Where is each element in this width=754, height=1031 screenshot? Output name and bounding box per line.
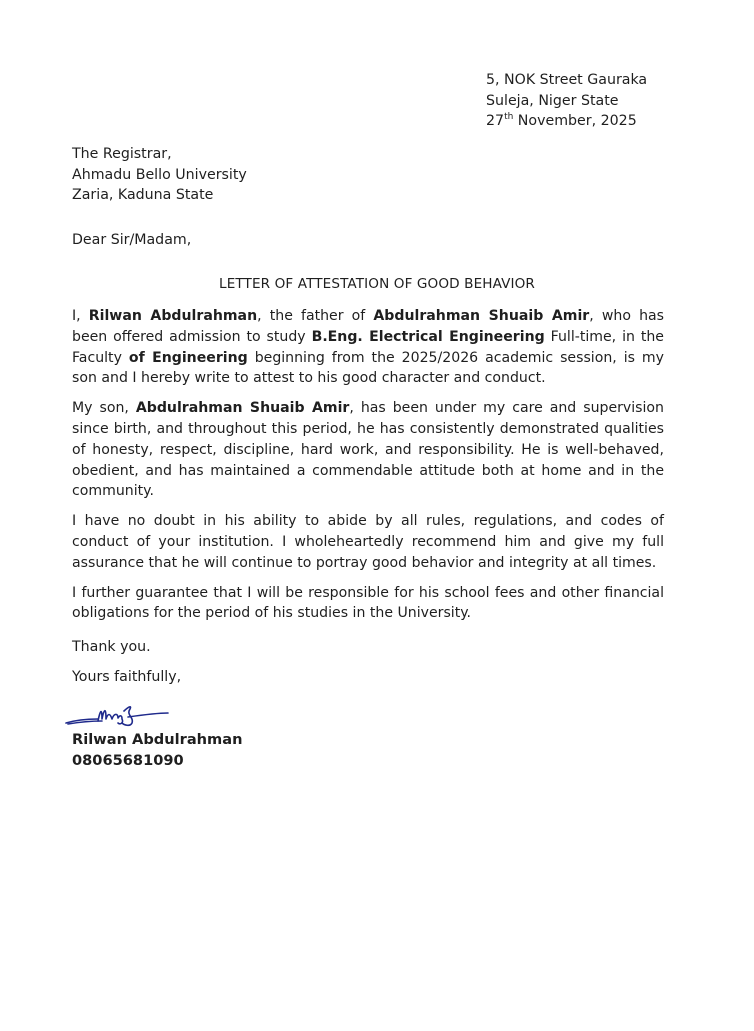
text-run: I, — [72, 308, 89, 324]
bold-text: B.Eng. Electrical Engineering — [311, 328, 545, 345]
text-run: My son, — [72, 400, 136, 417]
recipient-line2: Ahmadu Bello University — [72, 166, 247, 183]
letter-body — [72, 306, 664, 633]
recipient-line1: The Registrar, — [72, 146, 172, 162]
signature-icon — [62, 697, 172, 729]
bold-text: Abdulrahman Shuaib Amir — [373, 308, 590, 324]
text-run: , the father of — [257, 308, 374, 324]
recipient-address — [72, 144, 247, 206]
sender-address-line2: Suleja, Niger State — [486, 92, 619, 109]
letter-date — [486, 111, 647, 132]
text-run: , has been under my care and supervision since birth, and throughout this period, he has consistently demonstrated qualities of honesty, respect, discipline, hard work, and responsibility. He is well-behaved, obedient, and has maintained a commendable attitude both at home and in the community. — [72, 400, 664, 500]
body-paragraph-3 — [72, 511, 664, 573]
date-suffix: th — [504, 112, 514, 122]
signer-block — [72, 729, 243, 771]
recipient-line3: Zaria, Kaduna State — [72, 187, 214, 203]
thanks-line: Thank you. — [72, 639, 151, 655]
salutation: Dear Sir/Madam, — [72, 232, 192, 248]
text-run: Full-time, in the Faculty — [72, 328, 664, 366]
signer-phone: 08065681090 — [72, 752, 184, 769]
bold-text: of Engineering — [128, 349, 248, 366]
closing — [72, 637, 181, 697]
text-run: I have no doubt in his ability to abide by all rules, regulations, and codes of conduct of your institution. I wholeheartedly recommend him and give my full assurance that he will continue to portray good behavior and integrity at all times. — [72, 513, 664, 571]
bold-text: Abdulrahman Shuaib Amir — [135, 400, 350, 417]
body-paragraph-4 — [72, 583, 664, 625]
bold-text: Rilwan Abdulrahman — [88, 308, 258, 324]
text-run: I further guarantee that I will be responsible for his school fees and other financial obligations for the period of his studies in the University. — [72, 584, 664, 622]
valediction: Yours faithfully, — [72, 669, 182, 685]
text-run: , who has been offered admission to study — [72, 308, 664, 345]
letter-title: LETTER OF ATTESTATION OF GOOD BEHAVIOR — [219, 276, 535, 292]
date-rest: November, 2025 — [513, 113, 637, 129]
body-paragraph-2 — [72, 398, 664, 502]
text-run: beginning from the 2025/2026 academic session, is my son and I hereby write to attest to his good character and conduct. — [72, 349, 664, 387]
body-paragraph-1 — [72, 306, 664, 389]
date-day: 27 — [486, 113, 505, 129]
signer-name: Rilwan Abdulrahman — [72, 731, 243, 748]
sender-address-line1: 5, NOK Street Gauraka — [486, 72, 648, 88]
sender-address — [486, 70, 647, 132]
